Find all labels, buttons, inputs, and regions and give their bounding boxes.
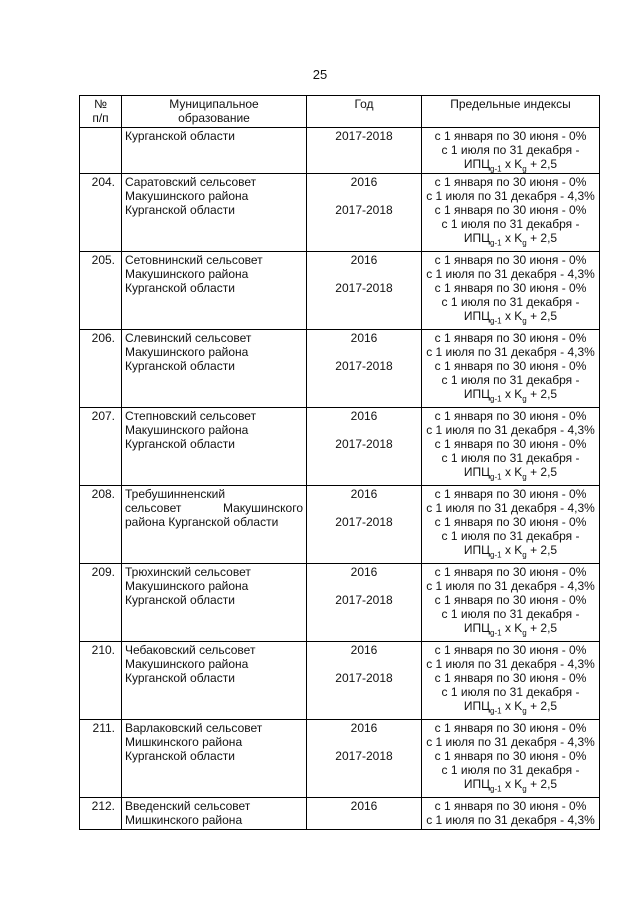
row-number: 204. xyxy=(80,174,122,252)
row-indices: с 1 января по 30 июня - 0% с 1 июля по 31 декабря - $ИПЦ_{g-1}$ х $K_g + 2,5$ xyxy=(422,128,600,174)
table-body xyxy=(80,174,600,798)
row-number: 211. xyxy=(80,720,122,798)
table-row xyxy=(80,408,600,486)
table-row xyxy=(80,330,600,408)
formula: $ИПЦ_{g-1}$ х $K_g + 2,5$ xyxy=(463,699,558,716)
row-indices: с 1 января по 30 июня - 0% с 1 июля по 31 декабря - 4,3% с 1 января по 30 июня - 0% с 1 июля по 31 декабря - $ИПЦ_{g-1}$ х $K_g + 2,5$ xyxy=(422,486,600,564)
page-number: 25 xyxy=(312,67,328,82)
formula: $ИПЦ_{g-1}$ х $K_g + 2,5$ xyxy=(463,543,558,560)
formula: $ИПЦ_{g-1}$ х $K_g + 2,5$ xyxy=(463,777,558,794)
row-municipality: Требушинненский сельсовет Макушинского района Курганской области xyxy=(122,486,307,564)
row-year: 2016 2017-2018 xyxy=(307,408,422,486)
row-number: 212. xyxy=(80,798,122,830)
formula: $ИПЦ_{g-1}$ х $K_g + 2,5$ xyxy=(463,465,558,482)
row-year: 2016 2017-2018 xyxy=(307,330,422,408)
row-municipality: Чебаковский сельсовет Макушинского района Курганской области xyxy=(122,642,307,720)
formula: $ИПЦ_{g-1}$ х $K_g + 2,5$ xyxy=(463,231,558,248)
row-municipality: Слевинский сельсовет Макушинского района Курганской области xyxy=(122,330,307,408)
row-year: 2016 2017-2018 xyxy=(307,252,422,330)
row-year: 2016 2017-2018 xyxy=(307,564,422,642)
row-indices: с 1 января по 30 июня - 0% с 1 июля по 31 декабря - 4,3% с 1 января по 30 июня - 0% с 1 июля по 31 декабря - $ИПЦ_{g-1}$ х $K_g + 2,5$ xyxy=(422,252,600,330)
row-number xyxy=(80,128,122,174)
row-indices: с 1 января по 30 июня - 0% с 1 июля по 31 декабря - 4,3% с 1 января по 30 июня - 0% с 1 июля по 31 декабря - $ИПЦ_{g-1}$ х $K_g + 2,5$ xyxy=(422,642,600,720)
row-number: 210. xyxy=(80,642,122,720)
table-row xyxy=(80,252,600,330)
row-year: 2016 xyxy=(307,798,422,830)
table-row xyxy=(80,174,600,252)
formula: $ИПЦ_{g-1}$ х $K_g + 2,5$ xyxy=(463,621,558,638)
row-number: 207. xyxy=(80,408,122,486)
row-municipality: Степновский сельсовет Макушинского района Курганской области xyxy=(122,408,307,486)
table-row xyxy=(80,128,600,174)
header-limit-indices: Предельные индексы xyxy=(422,96,600,128)
row-indices: с 1 января по 30 июня - 0% с 1 июля по 31 декабря - 4,3% с 1 января по 30 июня - 0% с 1 июля по 31 декабря - $ИПЦ_{g-1}$ х $K_g + 2,5$ xyxy=(422,408,600,486)
row-indices: с 1 января по 30 июня - 0% с 1 июля по 31 декабря - 4,3% xyxy=(422,798,600,830)
row-indices: с 1 января по 30 июня - 0% с 1 июля по 31 декабря - 4,3% с 1 января по 30 июня - 0% с 1 июля по 31 декабря - $ИПЦ_{g-1}$ х $K_g + 2,5$ xyxy=(422,564,600,642)
row-municipality: Курганской области xyxy=(122,128,307,174)
table-row xyxy=(80,486,600,564)
tariff-index-table xyxy=(79,95,600,830)
header-year: Год xyxy=(307,96,422,128)
row-municipality: Введенский сельсовет Мишкинского района xyxy=(122,798,307,830)
header-number: № п/п xyxy=(80,96,122,128)
row-municipality: Трюхинский сельсовет Макушинского района Курганской области xyxy=(122,564,307,642)
row-year: 2016 2017-2018 xyxy=(307,642,422,720)
header-municipality: Муниципальное образование xyxy=(122,96,307,128)
row-number: 208. xyxy=(80,486,122,564)
row-year: 2016 2017-2018 xyxy=(307,720,422,798)
row-municipality: Варлаковский сельсовет Мишкинского района Курганской области xyxy=(122,720,307,798)
row-indices: с 1 января по 30 июня - 0% с 1 июля по 31 декабря - 4,3% с 1 января по 30 июня - 0% с 1 июля по 31 декабря - $ИПЦ_{g-1}$ х $K_g + 2,5$ xyxy=(422,720,600,798)
row-year: 2016 2017-2018 xyxy=(307,174,422,252)
row-number: 206. xyxy=(80,330,122,408)
row-indices: с 1 января по 30 июня - 0% с 1 июля по 31 декабря - 4,3% с 1 января по 30 июня - 0% с 1 июля по 31 декабря - $ИПЦ_{g-1}$ х $K_g + 2,5$ xyxy=(422,330,600,408)
row-municipality: Саратовский сельсовет Макушинского района Курганской области xyxy=(122,174,307,252)
row-year: 2016 2017-2018 xyxy=(307,486,422,564)
row-number: 209. xyxy=(80,564,122,642)
table-row xyxy=(80,720,600,798)
formula: $ИПЦ_{g-1}$ х $K_g + 2,5$ xyxy=(463,157,558,174)
row-indices: с 1 января по 30 июня - 0% с 1 июля по 31 декабря - 4,3% с 1 января по 30 июня - 0% с 1 июля по 31 декабря - $ИПЦ_{g-1}$ х $K_g + 2,5$ xyxy=(422,174,600,252)
row-number: 205. xyxy=(80,252,122,330)
table-row xyxy=(80,798,600,830)
row-year: 2017-2018 xyxy=(307,128,422,174)
formula: $ИПЦ_{g-1}$ х $K_g + 2,5$ xyxy=(463,387,558,404)
formula: $ИПЦ_{g-1}$ х $K_g + 2,5$ xyxy=(463,309,558,326)
table-header-row xyxy=(80,96,600,128)
table-row xyxy=(80,642,600,720)
row-municipality: Сетовнинский сельсовет Макушинского района Курганской области xyxy=(122,252,307,330)
table-row xyxy=(80,564,600,642)
